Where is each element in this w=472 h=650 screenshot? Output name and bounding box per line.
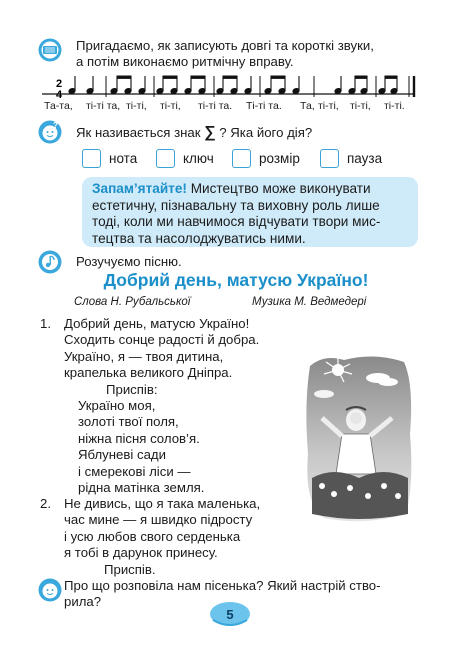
note-beam (271, 76, 285, 78)
question-text-before: Як називається знак (76, 125, 201, 140)
remember-text: Мистецтво може виконувати (186, 181, 371, 196)
verse-1-number: 1. (40, 316, 51, 331)
note-beam (223, 76, 237, 78)
chorus-line: рідна матінка земля. (78, 480, 205, 496)
lyric-line: Сходить сонце радості й добра. (64, 332, 260, 348)
recall-line-1: Пригадаємо, як записують довгі та короткі звуки, (76, 38, 374, 53)
chorus (78, 398, 204, 496)
option-label: ключ (183, 150, 214, 166)
rhythm-label: ті-ті. (384, 100, 405, 112)
girl-field-illustration (304, 354, 414, 524)
rhythm-label: ті-ті, (126, 100, 147, 112)
recall-line-2: а потім виконаємо ритмічну вправу. (76, 54, 294, 69)
chorus-line: Яблуневі сади (78, 447, 166, 463)
lyric-line: Добрий день, матусю Україно! (64, 316, 250, 331)
rhythm-label: Ті-ті та. (246, 100, 282, 112)
option-pauza[interactable] (320, 148, 382, 168)
chorus-line: ніжна пісня солов’я. (78, 430, 200, 446)
option-label: нота (109, 150, 138, 166)
lyric-line: Не дивись, що я така маленька, (64, 496, 261, 511)
question-face-icon (38, 120, 62, 144)
music-credit: Музика М. Ведмедері (252, 296, 367, 308)
lyrics-credit: Слова Н. Рубальської (74, 296, 191, 308)
rhythm-label: Та-та, (44, 100, 73, 112)
rhythm-label: ті-ті та. (198, 100, 233, 112)
checkbox[interactable] (232, 149, 251, 168)
lyric-line: крапелька великого Дніпра. (64, 365, 233, 381)
question-face-icon (38, 578, 62, 602)
song-title: Добрий день, матусю Україно! (103, 270, 369, 290)
note-beam (117, 76, 131, 78)
option-label: розмір (259, 150, 300, 166)
notes-icon (38, 38, 62, 62)
rhythm-label: Та, (300, 100, 315, 112)
final-question-line-1: Про що розповіла нам пісенька? Який настрій ство- (64, 578, 381, 593)
chorus-line: Україно моя, (78, 398, 156, 413)
rhythm-label: ті-ті, (318, 100, 339, 112)
verse-2 (64, 496, 260, 562)
chorus-label: Приспів: (106, 382, 158, 397)
lyric-line: час мине — я швидко підросту (64, 512, 253, 528)
option-nota[interactable] (82, 148, 137, 168)
rhythm-label: ті-ті, (160, 100, 181, 112)
time-signature-bottom: 4 (56, 89, 63, 100)
svg-text:?: ? (53, 121, 58, 130)
time-signature-top: 2 (56, 78, 63, 90)
learn-song-text: Розучуємо пісню. (76, 254, 182, 269)
chorus-label-2: Приспів. (104, 562, 156, 577)
option-kliuch[interactable] (156, 148, 214, 168)
remember-line-2: естетичну, пізнавальну та виховну роль лише (92, 197, 380, 213)
checkbox[interactable] (82, 149, 101, 168)
checkbox[interactable] (156, 149, 175, 168)
checkbox[interactable] (320, 149, 339, 168)
question-text-after: ? Яка його дія? (219, 125, 313, 140)
lyric-line: я тобі в дарунок принесу. (64, 545, 218, 561)
remember-line-1 (92, 181, 408, 198)
final-question-line-2: рила? (64, 594, 102, 610)
sum-sign: ∑ (204, 124, 216, 141)
remember-heading: Запам’ятайте! (92, 181, 187, 196)
page-number: 5 (226, 607, 234, 622)
rhythm-label: ті-ті, (350, 100, 371, 112)
page-number-badge (205, 598, 255, 628)
rhythm-label: ті-ті та, (86, 100, 121, 112)
note-beam (163, 76, 177, 78)
remember-line-4: тецтва та насолоджуватись ними. (92, 230, 306, 246)
option-label: пауза (347, 150, 383, 166)
verse-2-number: 2. (40, 496, 51, 511)
lyric-line: Україно, я — твоя дитина, (64, 348, 224, 364)
lyric-line: і усю любов свого серденька (64, 528, 241, 544)
note-beam (385, 76, 397, 78)
note-beam (355, 76, 367, 78)
rhythm-exercise (42, 72, 418, 100)
option-rozmir[interactable] (232, 148, 300, 168)
chorus-line: і смерекові ліси — (78, 463, 191, 479)
remember-box (82, 177, 418, 247)
note-beam (191, 76, 205, 78)
remember-line-3: тоді, коли ми навчимося відчувати твори мис- (92, 214, 381, 230)
question-line (76, 125, 312, 141)
chorus-line: золоті твої поля, (78, 414, 179, 430)
verse-1 (64, 316, 259, 382)
